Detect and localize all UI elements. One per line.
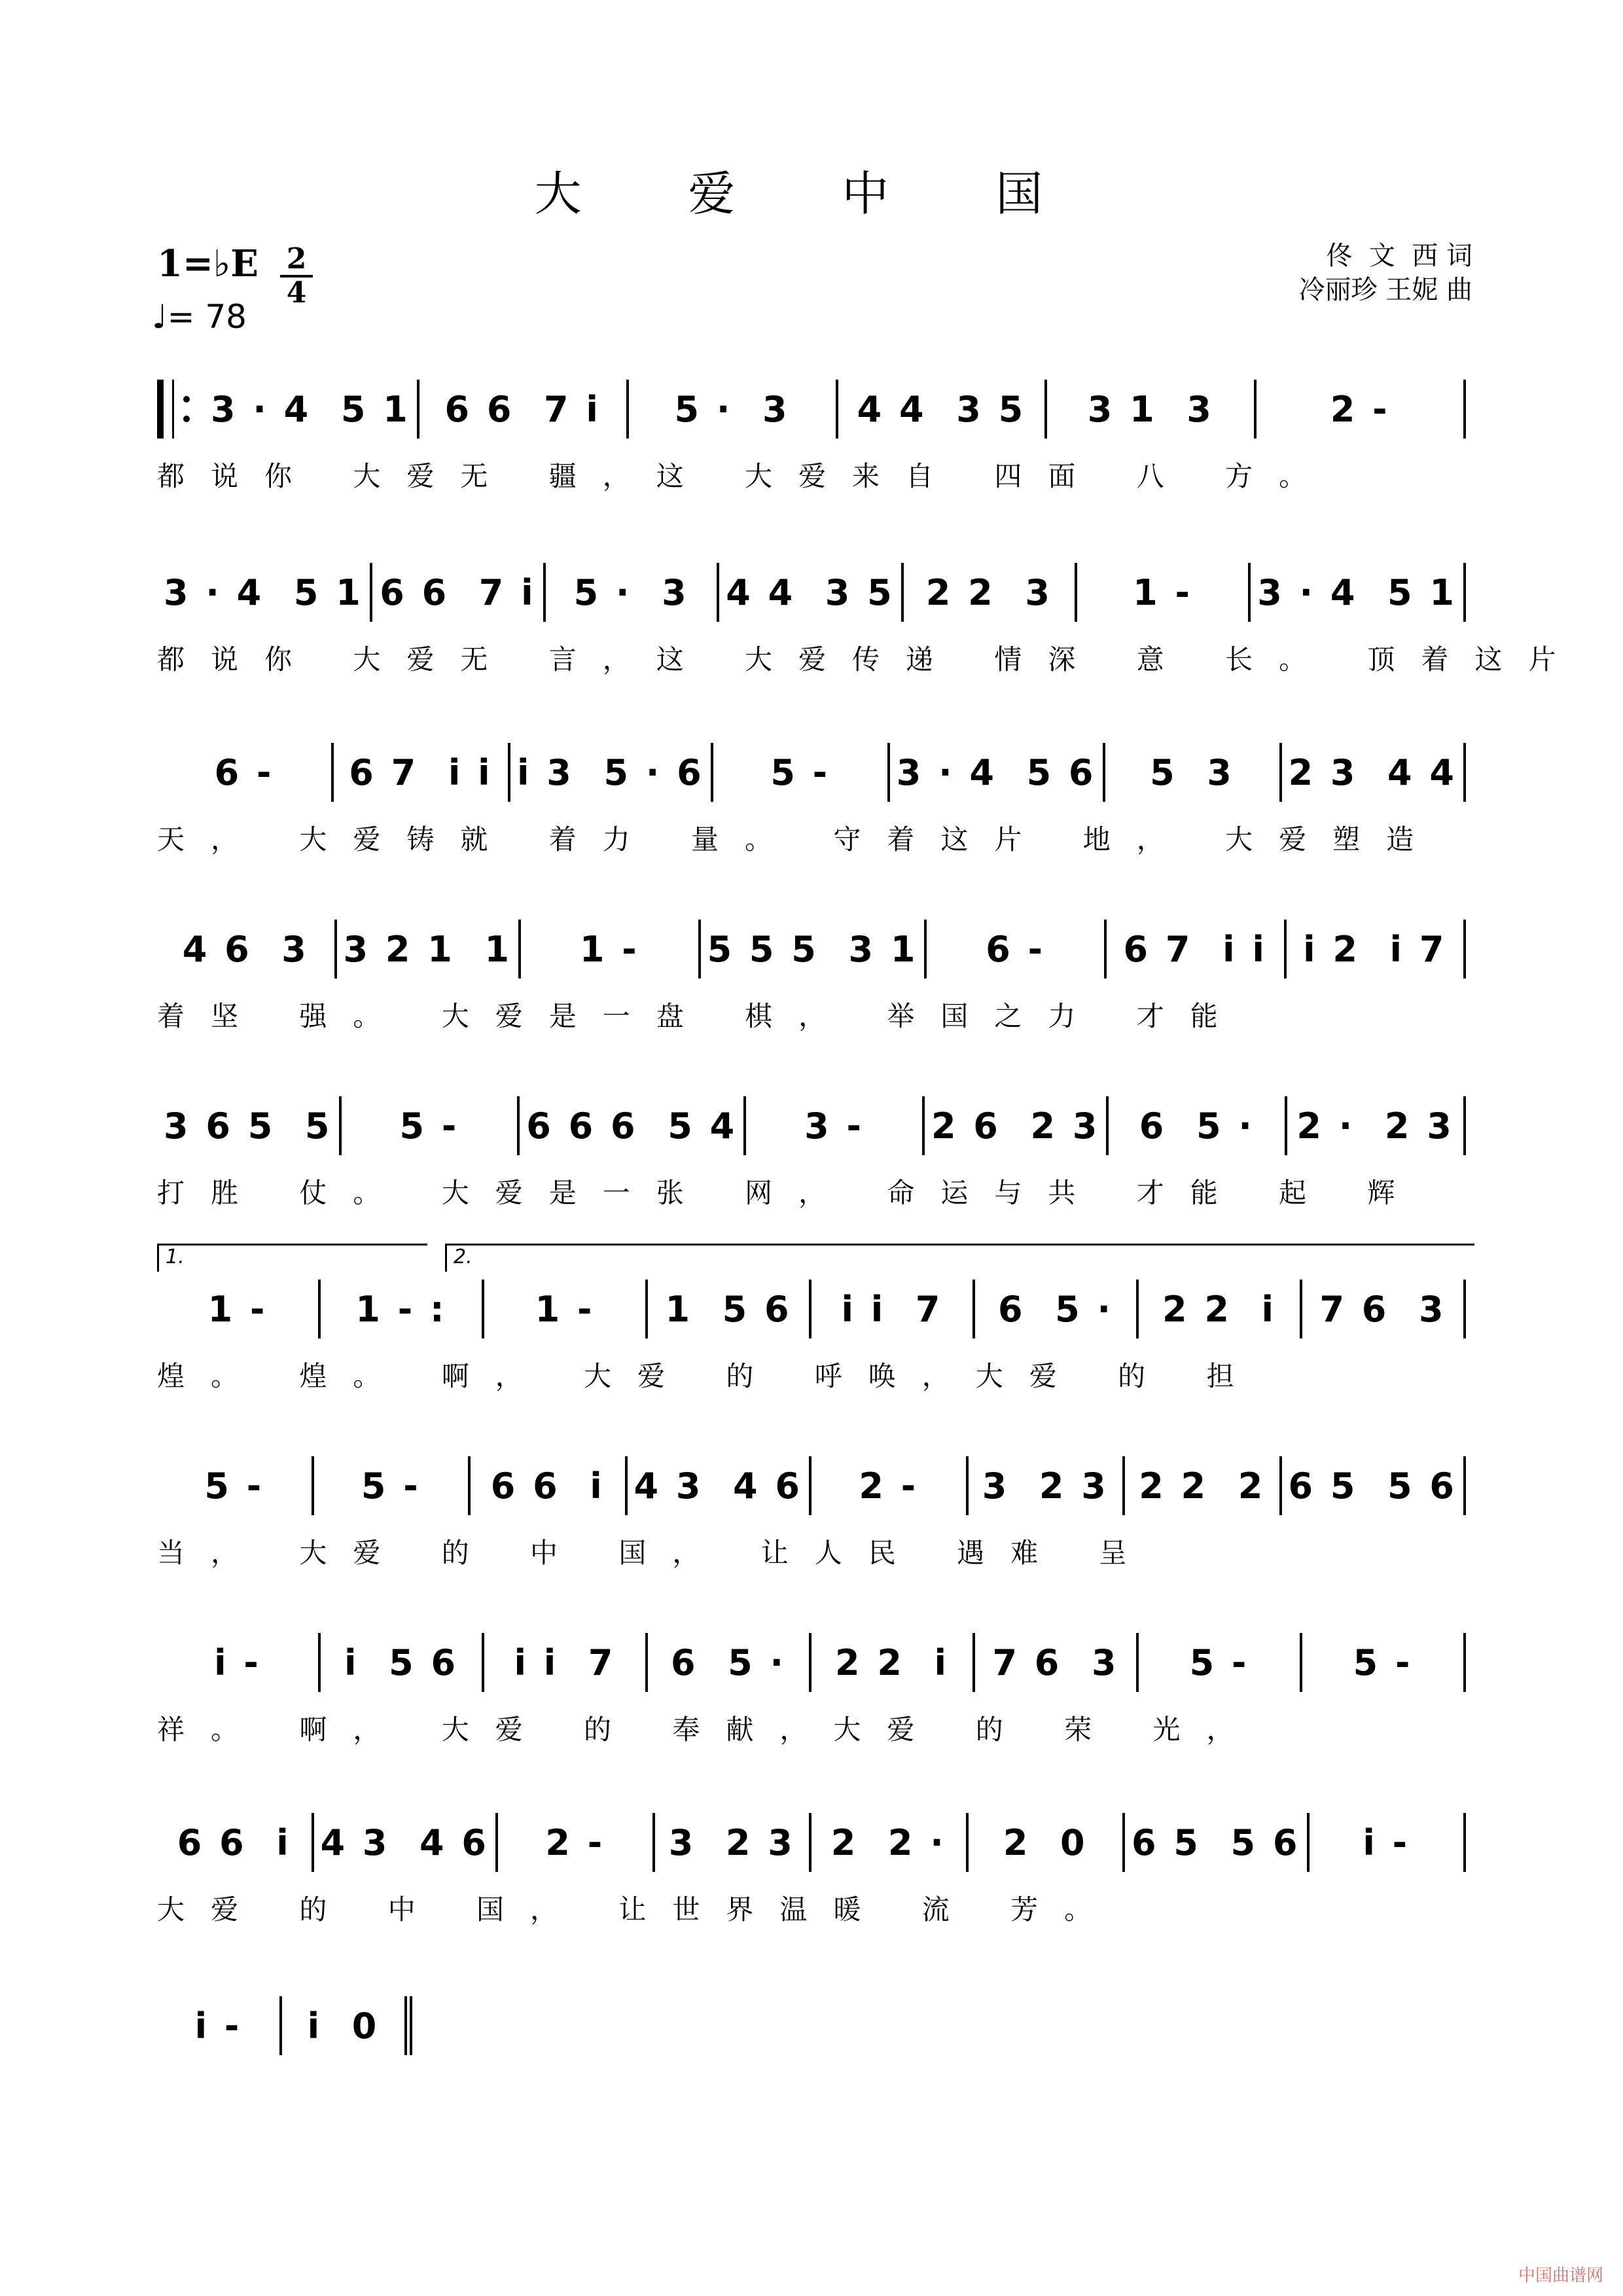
score-row bbox=[0, 563, 1623, 694]
measure: i - bbox=[157, 1633, 321, 1692]
measure: 6 6 7 i bbox=[372, 563, 546, 622]
key-signature: 1=♭E bbox=[157, 242, 259, 285]
measure: 3 · 4 5 1 bbox=[204, 380, 419, 439]
score-row bbox=[0, 1813, 1623, 1944]
lyrics-line: 都说你 大爱无 言，这 大爱传递 情深 意 长。 顶着这片 bbox=[157, 643, 1582, 675]
measure: 6 7 i i bbox=[334, 743, 510, 802]
measure: i - bbox=[1310, 1813, 1467, 1872]
measure: 4 4 3 5 bbox=[719, 563, 904, 622]
measure: 2 2 2 bbox=[1125, 1456, 1282, 1515]
measure: 2 - bbox=[1257, 380, 1466, 439]
score-row bbox=[0, 1246, 1623, 1410]
measure: 6 5 5 6 bbox=[1125, 1813, 1310, 1872]
measure: 1 - bbox=[521, 920, 701, 978]
measure: 5 5 5 3 1 bbox=[701, 920, 927, 978]
measure: 3 2 3 bbox=[969, 1456, 1126, 1515]
score-row bbox=[0, 1633, 1623, 1764]
notes-line bbox=[157, 380, 1466, 439]
notes-line bbox=[157, 1633, 1466, 1692]
notes-line bbox=[157, 1456, 1466, 1515]
measure: 3 2 3 bbox=[655, 1813, 812, 1872]
measure: 7 6 3 bbox=[975, 1633, 1139, 1692]
lyrics-line: 大爱 的 中 国， 让世界温暖 流 芳。 bbox=[157, 1893, 1118, 1926]
measure: 3 · 4 5 1 bbox=[1251, 563, 1466, 622]
measure: 1 - : bbox=[321, 1280, 484, 1338]
measure: i 2 i 7 bbox=[1287, 920, 1467, 978]
lyrics-line: 着坚 强。 大爱是一盘 棋， 举国之力 才能 bbox=[157, 1000, 1244, 1032]
measure: i 5 6 bbox=[321, 1633, 484, 1692]
notes-line bbox=[157, 1996, 412, 2055]
measure: 6 7 i i bbox=[1107, 920, 1287, 978]
lyrics-line: 煌。 煌。 啊， 大爱 的 呼唤，大爱 的 担 bbox=[157, 1360, 1260, 1392]
measure: 2 0 bbox=[969, 1813, 1126, 1872]
measure: 4 3 4 6 bbox=[314, 1813, 499, 1872]
measure: 4 3 4 6 bbox=[628, 1456, 812, 1515]
measure: i 0 bbox=[282, 1996, 412, 2055]
lyricist: 佟 文 西 词 bbox=[1326, 241, 1472, 271]
notes-line bbox=[157, 1813, 1466, 1872]
measure: 4 6 3 bbox=[157, 920, 337, 978]
measure: 5 - bbox=[1139, 1633, 1302, 1692]
lyrics-line: 天， 大爱铸就 着力 量。 守着这片 地， 大爱塑造 bbox=[157, 823, 1440, 855]
measure: 6 - bbox=[157, 743, 334, 802]
measure: 3 · 4 5 6 bbox=[890, 743, 1105, 802]
score-row bbox=[0, 1456, 1623, 1587]
tempo-marking: ♩= 78 bbox=[152, 298, 247, 336]
score-row bbox=[0, 1096, 1623, 1227]
lyrics-line: 都说你 大爱无 疆，这 大爱来自 四面 八 方。 bbox=[157, 460, 1333, 492]
credits bbox=[1299, 239, 1472, 307]
volta-first-ending: 1. bbox=[157, 1244, 427, 1272]
measure: i 3 5 · 6 bbox=[510, 743, 713, 802]
measure: i i 7 bbox=[812, 1280, 975, 1338]
measure: 2 2 i bbox=[1139, 1280, 1302, 1338]
notes-line bbox=[157, 1096, 1466, 1155]
measure: 6 6 i bbox=[157, 1813, 314, 1872]
measure: i - bbox=[157, 1996, 282, 2055]
measure: 6 - bbox=[927, 920, 1107, 978]
measure: 2 - bbox=[812, 1456, 969, 1515]
measure: 6 6 6 5 4 bbox=[520, 1096, 746, 1155]
notes-line bbox=[157, 920, 1466, 978]
measure: 5 - bbox=[1302, 1633, 1466, 1692]
measure: 3 2 1 1 bbox=[337, 920, 522, 978]
measure: 1 - bbox=[484, 1280, 648, 1338]
score-row bbox=[0, 1996, 1623, 2127]
measure: i i 7 bbox=[484, 1633, 648, 1692]
measure: 5 - bbox=[157, 1456, 314, 1515]
measure: 2 6 2 3 bbox=[925, 1096, 1109, 1155]
measure: 2 - bbox=[498, 1813, 655, 1872]
measure: 6 6 7 i bbox=[419, 380, 629, 439]
measure: 6 6 i bbox=[471, 1456, 628, 1515]
measure: 4 4 3 5 bbox=[838, 380, 1048, 439]
measure: 6 5 · bbox=[1109, 1096, 1287, 1155]
time-signature bbox=[280, 242, 313, 310]
watermark: 中国曲谱网 bbox=[1518, 2266, 1603, 2286]
score-row bbox=[0, 380, 1623, 511]
volta-second-ending: 2. bbox=[445, 1244, 1474, 1272]
notes-line bbox=[157, 563, 1466, 622]
score-row bbox=[0, 743, 1623, 874]
notes-line bbox=[157, 743, 1466, 802]
measure: 2 2 · bbox=[812, 1813, 969, 1872]
repeat-dots bbox=[183, 389, 194, 429]
time-signature-bottom: 4 bbox=[286, 276, 307, 310]
measure: 2 · 2 3 bbox=[1287, 1096, 1466, 1155]
score-row bbox=[0, 920, 1623, 1050]
measure: 7 6 3 bbox=[1302, 1280, 1466, 1338]
repeat-start-barline bbox=[157, 380, 174, 439]
measure: 1 5 6 bbox=[648, 1280, 812, 1338]
composer: 冷丽珍 王妮 曲 bbox=[1298, 275, 1472, 305]
notes-line bbox=[157, 1280, 1466, 1338]
measure: 6 5 5 6 bbox=[1282, 1456, 1467, 1515]
measure: 5 3 bbox=[1105, 743, 1282, 802]
measure: 5 · 3 bbox=[546, 563, 719, 622]
measure: 1 - bbox=[1077, 563, 1251, 622]
measure: 5 - bbox=[713, 743, 890, 802]
measure: 3 - bbox=[746, 1096, 925, 1155]
measure: 5 - bbox=[342, 1096, 520, 1155]
song-title: 大 爱 中 国 bbox=[534, 166, 1089, 221]
measure: 2 2 3 bbox=[904, 563, 1077, 622]
lyrics-line: 打胜 仗。 大爱是一张 网， 命运与共 才能 起 辉 bbox=[157, 1177, 1421, 1209]
measure: 3 · 4 5 1 bbox=[157, 563, 372, 622]
measure: 3 6 5 5 bbox=[157, 1096, 342, 1155]
measure: 5 · 3 bbox=[629, 380, 838, 439]
measure: 2 2 i bbox=[812, 1633, 975, 1692]
measure: 5 - bbox=[314, 1456, 471, 1515]
measure: 3 1 3 bbox=[1047, 380, 1257, 439]
measure: 1 - bbox=[157, 1280, 321, 1338]
measure: 6 5 · bbox=[975, 1280, 1139, 1338]
measure: 2 3 4 4 bbox=[1282, 743, 1467, 802]
lyrics-line: 当， 大爱 的 中 国， 让人民 遇难 呈 bbox=[157, 1537, 1153, 1569]
time-signature-top: 2 bbox=[286, 242, 307, 276]
measure: 6 5 · bbox=[648, 1633, 812, 1692]
lyrics-line: 祥。 啊， 大爱 的 奉献，大爱 的 荣 光， bbox=[157, 1713, 1260, 1746]
